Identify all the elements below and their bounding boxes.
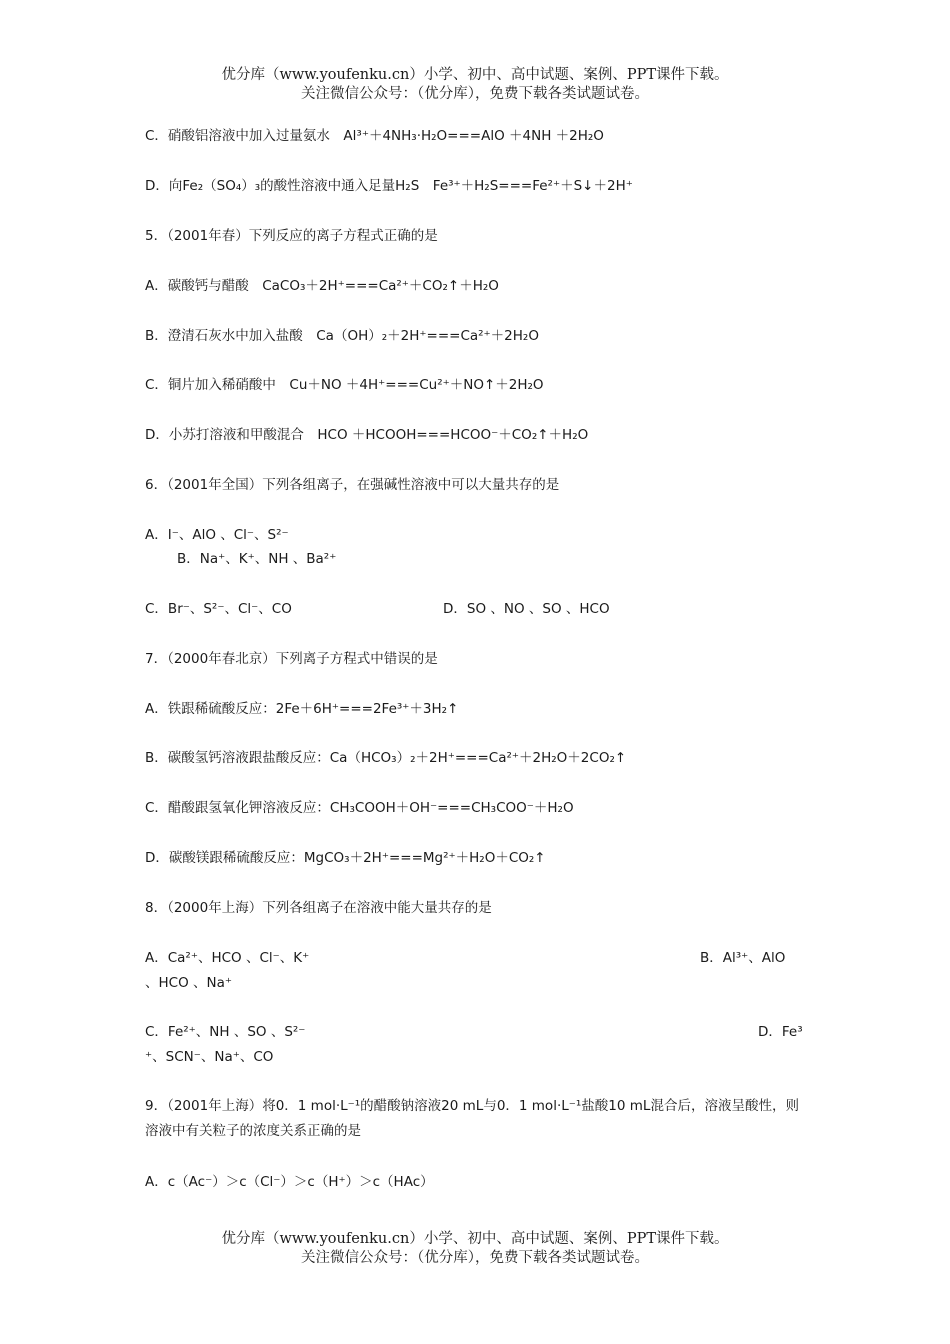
q4-option-c: C．硝酸铝溶液中加入过量氨水 Al³⁺＋4NH₃·H₂O===AlO ＋4NH ＋2H₂O (145, 128, 604, 144)
q9-stem: 9．（2001年上海）将0．1 mol·L⁻¹的醋酸钠溶液20 mL与0．1 mol·L⁻¹盐酸10 mL混合后，溶液呈酸性，则溶液中有关粒子的浓度关系正确的是 (145, 1098, 799, 1139)
q6-option-b: B．Na⁺、K⁺、NH 、Ba²⁺ (177, 551, 337, 567)
q5-option-d: D．小苏打溶液和甲酸混合 HCO ＋HCOOH===HCOO⁻＋CO₂↑＋H₂O (145, 427, 589, 443)
q8-option-d-line-1: D．Fe³ (758, 1024, 803, 1040)
q7-option-b: B．碳酸氢钙溶液跟盐酸反应：Ca（HCO₃）₂＋2H⁺===Ca²⁺＋2H₂O＋2CO₂↑ (145, 750, 627, 766)
q7-stem: 7．（2000年春北京）下列离子方程式中错误的是 (145, 651, 438, 667)
footer-line-2: 关注微信公众号：（优分库），免费下载各类试题试卷。 (301, 1250, 649, 1266)
q6-stem: 6．（2001年全国）下列各组离子，在强碱性溶液中可以大量共存的是 (145, 477, 560, 493)
q7-option-d: D．碳酸镁跟稀硫酸反应：MgCO₃＋2H⁺===Mg²⁺＋H₂O＋CO₂↑ (145, 850, 546, 866)
q8-option-b-line-1: B．Al³⁺、AlO (700, 950, 786, 966)
q7-option-a: A．铁跟稀硫酸反应：2Fe＋6H⁺===2Fe³⁺＋3H₂↑ (145, 701, 459, 717)
q8-option-d-line-2: ⁺、SCN⁻、Na⁺、CO (145, 1049, 274, 1065)
q5-stem: 5．（2001年春）下列反应的离子方程式正确的是 (145, 228, 438, 244)
q6-option-c: C．Br⁻、S²⁻、Cl⁻、CO (145, 601, 292, 617)
q8-option-c: C．Fe²⁺、NH 、SO 、S²⁻ (145, 1024, 306, 1040)
header-line-2: 关注微信公众号：（优分库），免费下载各类试题试卷。 (301, 86, 649, 102)
q8-stem: 8．（2000年上海）下列各组离子在溶液中能大量共存的是 (145, 900, 492, 916)
q7-option-c: C．醋酸跟氢氧化钾溶液反应：CH₃COOH＋OH⁻===CH₃COO⁻＋H₂O (145, 800, 574, 816)
q5-option-a: A．碳酸钙与醋酸 CaCO₃＋2H⁺===Ca²⁺＋CO₂↑＋H₂O (145, 278, 499, 294)
q6-option-a: A．I⁻、AlO 、Cl⁻、S²⁻ (145, 527, 289, 543)
header-line-1: 优分库（www.youfenku.cn）小学、初中、高中试题、案例、PPT课件下载。 (221, 67, 729, 83)
page-footer (0, 1230, 950, 1268)
q8-option-a: A．Ca²⁺、HCO 、Cl⁻、K⁺ (145, 950, 310, 966)
q9-option-a: A．c（Ac⁻）＞c（Cl⁻）＞c（H⁺）＞c（HAc） (145, 1174, 434, 1190)
q5-option-c: C．铜片加入稀硝酸中 Cu＋NO ＋4H⁺===Cu²⁺＋NO↑＋2H₂O (145, 377, 544, 393)
q5-option-b: B．澄清石灰水中加入盐酸 Ca（OH）₂＋2H⁺===Ca²⁺＋2H₂O (145, 328, 539, 344)
page-header (0, 66, 950, 104)
q6-option-d: D．SO 、NO 、SO 、HCO (443, 601, 610, 617)
footer-line-1: 优分库（www.youfenku.cn）小学、初中、高中试题、案例、PPT课件下载。 (221, 1231, 729, 1247)
q4-option-d: D．向Fe₂（SO₄）₃的酸性溶液中通入足量H₂S Fe³⁺＋H₂S===Fe²⁺＋S↓＋2H⁺ (145, 178, 633, 194)
q8-option-b-line-2: 、HCO 、Na⁺ (145, 975, 232, 991)
